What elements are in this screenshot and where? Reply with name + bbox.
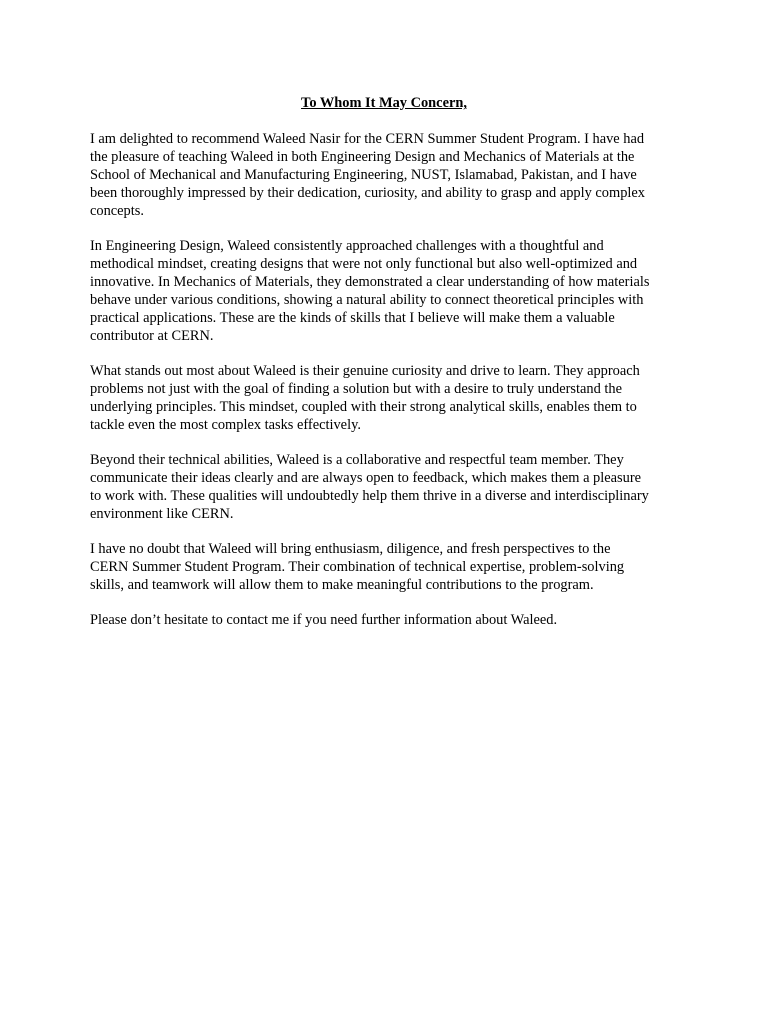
- paragraph-line: Please don’t hesitate to contact me if you need further information about Waleed.: [90, 612, 558, 628]
- paragraph-conclusion: [90, 540, 678, 594]
- paragraph-line: underlying principles. This mindset, coupled with their strong analytical skills, enables them to: [90, 399, 637, 415]
- paragraph-introduction: [90, 130, 678, 220]
- letter-salutation: To Whom It May Concern,: [301, 95, 467, 111]
- paragraph-contact: [90, 611, 678, 629]
- paragraph-line: problems not just with the goal of finding a solution but with a desire to truly understand the: [90, 381, 622, 397]
- paragraph-line: been thoroughly impressed by their dedication, curiosity, and ability to grasp and apply complex: [90, 185, 645, 201]
- paragraph-line: communicate their ideas clearly and are always open to feedback, which makes them a pleasure: [90, 470, 642, 486]
- paragraph-line: contributor at CERN.: [90, 328, 214, 344]
- paragraph-line: skills, and teamwork will allow them to make meaningful contributions to the program.: [90, 577, 594, 593]
- paragraph-line: concepts.: [90, 203, 144, 219]
- paragraph-line: behave under various conditions, showing a natural ability to connect theoretical principles with: [90, 292, 644, 308]
- paragraph-line: What stands out most about Waleed is their genuine curiosity and drive to learn. They approach: [90, 363, 640, 379]
- paragraph-line: CERN Summer Student Program. Their combination of technical expertise, problem-solving: [90, 559, 625, 575]
- paragraph-line: School of Mechanical and Manufacturing Engineering, NUST, Islamabad, Pakistan, and I have: [90, 167, 637, 183]
- paragraph-line: innovative. In Mechanics of Materials, they demonstrated a clear understanding of how materials: [90, 274, 650, 290]
- paragraph-line: to work with. These qualities will undoubtedly help them thrive in a diverse and interdisciplinary: [90, 488, 649, 504]
- paragraph-line: tackle even the most complex tasks effectively.: [90, 417, 361, 433]
- paragraph-curiosity: [90, 362, 678, 434]
- paragraph-line: In Engineering Design, Waleed consistently approached challenges with a thoughtful and: [90, 238, 604, 254]
- recommendation-letter: [90, 94, 678, 646]
- paragraph-line: I have no doubt that Waleed will bring enthusiasm, diligence, and fresh perspectives to the: [90, 541, 611, 557]
- paragraph-line: methodical mindset, creating designs that were not only functional but also well-optimized and: [90, 256, 638, 272]
- paragraph-line: environment like CERN.: [90, 506, 234, 522]
- paragraph-line: practical applications. These are the kinds of skills that I believe will make them a valuable: [90, 310, 615, 326]
- paragraph-line: I am delighted to recommend Waleed Nasir for the CERN Summer Student Program. I have had: [90, 131, 645, 147]
- paragraph-line: Beyond their technical abilities, Waleed is a collaborative and respectful team member. They: [90, 452, 624, 468]
- paragraph-teamwork: [90, 451, 678, 523]
- paragraph-engineering-design: [90, 237, 678, 345]
- paragraph-line: the pleasure of teaching Waleed in both Engineering Design and Mechanics of Materials at the: [90, 149, 635, 165]
